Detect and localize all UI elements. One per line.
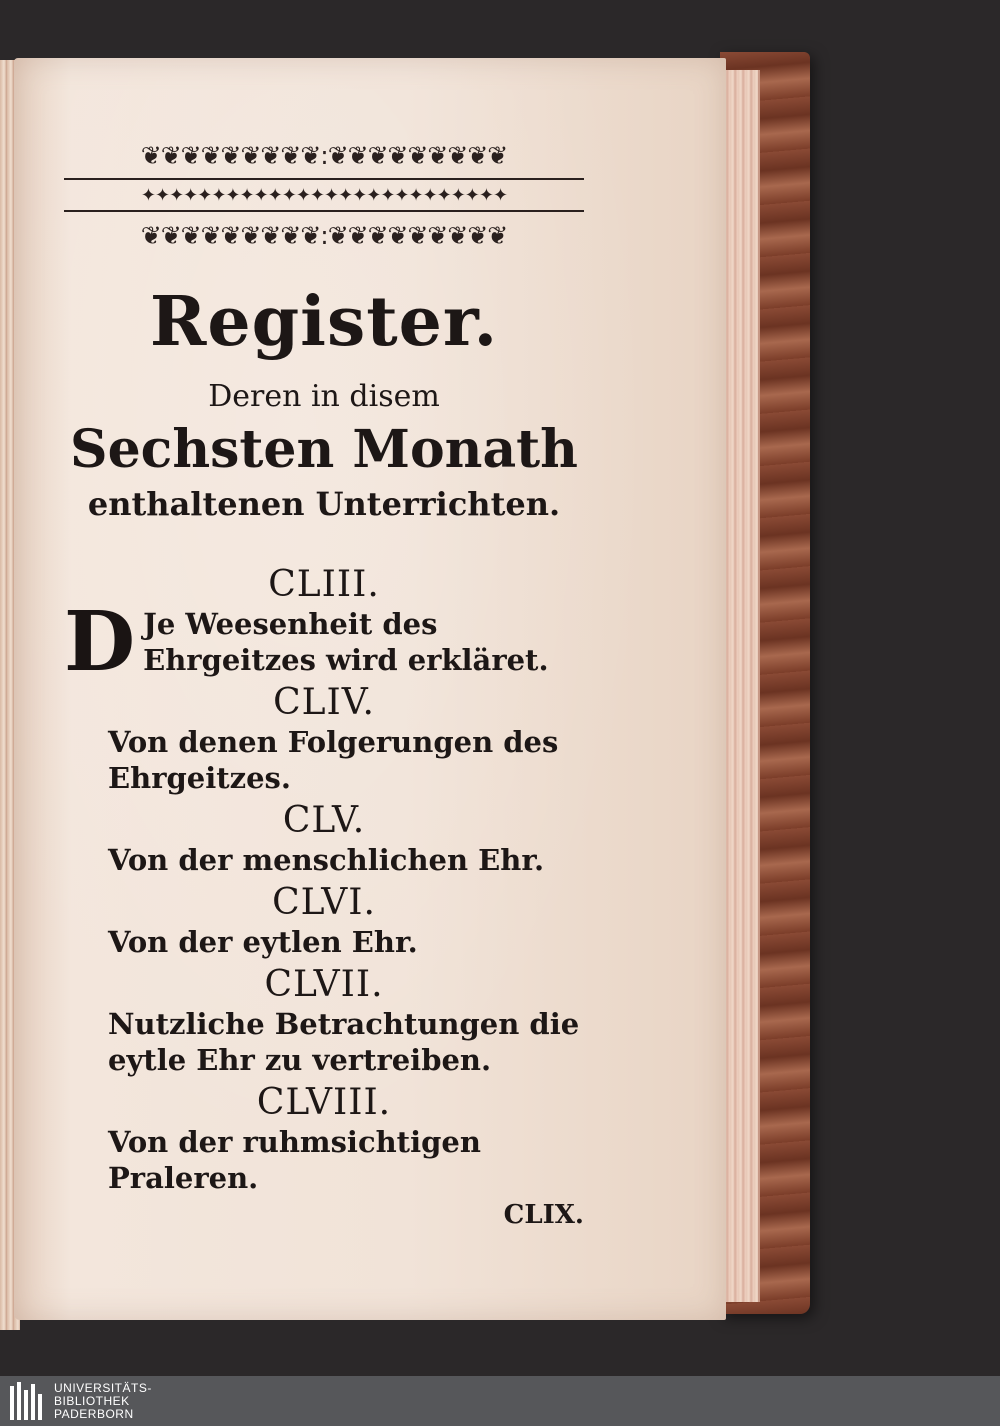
entry-text [64, 594, 584, 690]
drop-cap: D [64, 594, 136, 690]
page-title: Register. [149, 282, 499, 362]
library-name-line-2: BIBLIOTHEK [54, 1393, 130, 1408]
subtitle-2: enthaltenen Unterrichten. [87, 485, 561, 523]
entry-number: CLVI. [272, 882, 376, 923]
library-logo-icon [10, 1382, 44, 1420]
entry-number: CLV. [282, 800, 366, 841]
entry-list [64, 564, 584, 1196]
entry-number: CLIII. [268, 564, 380, 605]
entry-number: CLIV. [273, 682, 375, 723]
entry-number: CLVIII. [256, 1082, 392, 1123]
page-text [64, 138, 584, 1230]
entry-text: Von der ruhmsichtigen Praleren. [108, 1125, 481, 1195]
entry-text: Nutzliche Betrachtungen die eytle Ehr zu vertreiben. [108, 1007, 580, 1077]
entry-text: Von der eytlen Ehr. [108, 925, 418, 959]
page-edges [722, 70, 760, 1302]
library-name-line-3: PADERBORN [54, 1406, 134, 1421]
entry-text-body: Je Weesenheit des Ehrgeitzes wird erkläret. [143, 607, 549, 677]
subtitle: Deren in disem [208, 379, 440, 414]
entry-number: CLVII. [264, 964, 384, 1005]
month-name: Sechsten Monath [70, 419, 578, 480]
library-name [54, 1382, 152, 1421]
ornament-row-top: ❦❦❦❦❦❦❦❦❦:❦❦❦❦❦❦❦❦❦ [140, 140, 508, 170]
book-page [14, 58, 726, 1320]
ornament-row-middle: ✦✦✦✦✦✦✦✦✦✦✦✦✦✦✦✦✦✦✦✦✦✦✦✦✦✦ [64, 178, 584, 212]
entry-text: Von denen Folgerungen des Ehrgeitzes. [108, 725, 559, 795]
library-footer [0, 1376, 1000, 1426]
entry-text: Von der menschlichen Ehr. [108, 843, 545, 877]
library-name-line-1: UNIVERSITÄTS- [54, 1380, 152, 1395]
catchword: CLIX. [503, 1200, 584, 1230]
ornament-row-bottom: ❦❦❦❦❦❦❦❦❦:❦❦❦❦❦❦❦❦❦ [140, 220, 508, 250]
